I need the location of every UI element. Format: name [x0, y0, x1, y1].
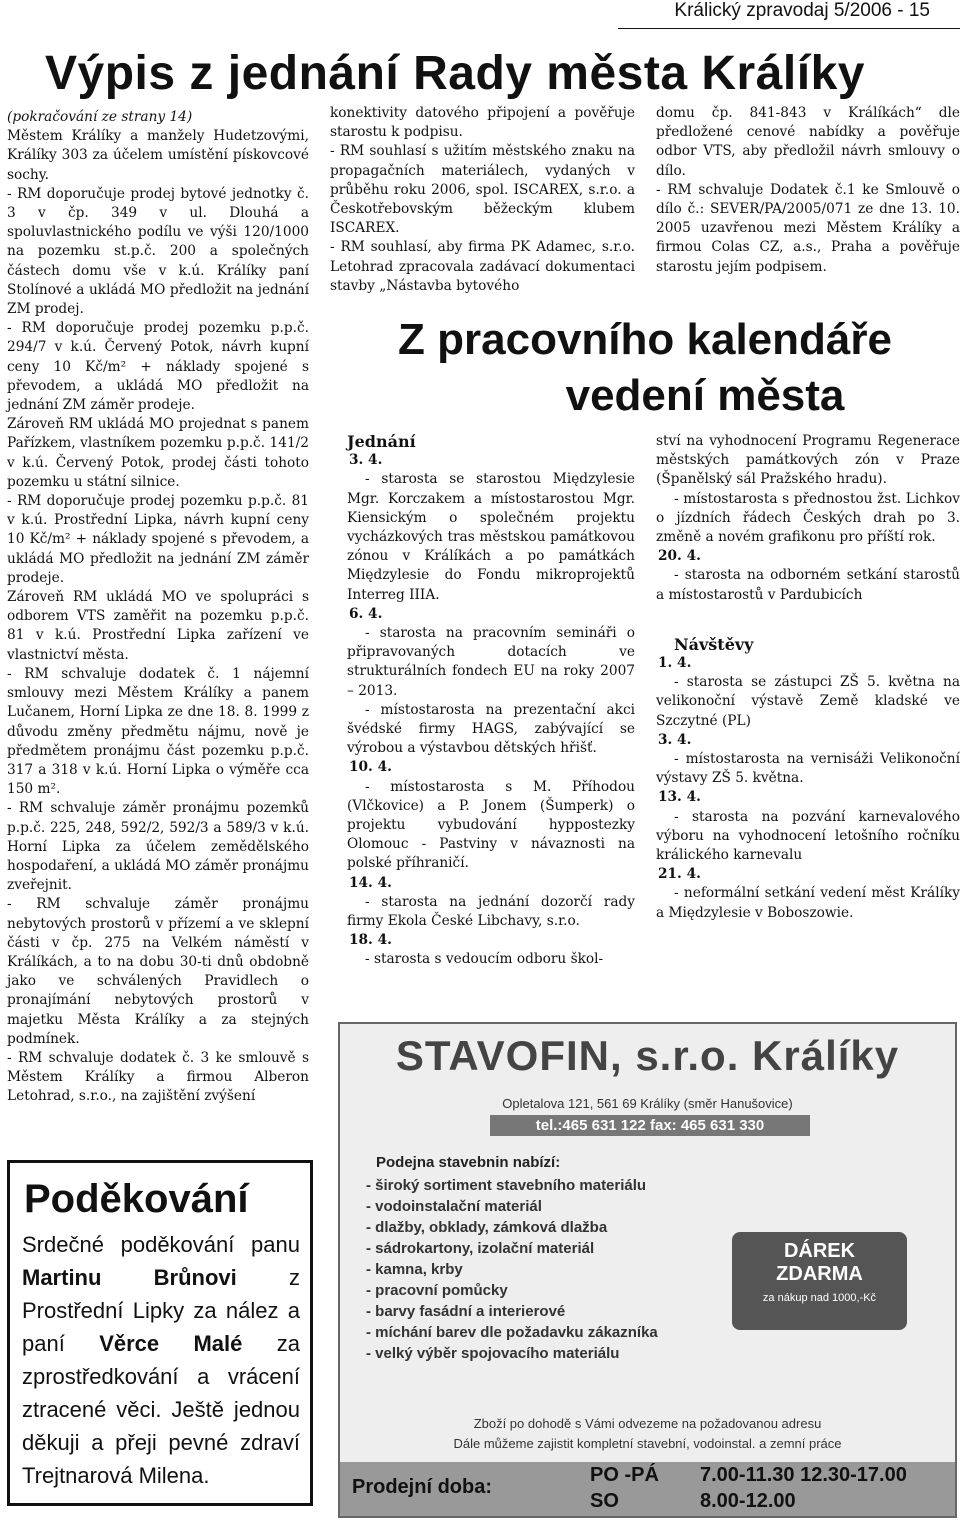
calendar-date: 13. 4.: [658, 789, 701, 806]
calendar-entry: - místostarosta na prezentační akci švédské firmy HAGS, zabývající se výrobou a výstavbou dětských hřišť.: [347, 701, 635, 757]
paragraph: Městem Králíky a manžely Hudetzovými, Králíky 303 za účelem umístění pískovcové sochy.: [7, 128, 309, 183]
calendar-entry: - starosta s vedoucím odboru škol-: [365, 951, 604, 968]
hours-times-weekday: 7.00-11.30 12.30-17.00: [700, 1464, 907, 1486]
ad-offer-item: - velký výběr spojovacího materiálu: [366, 1345, 620, 1362]
calendar-entry: - starosta se zástupci ZŠ 5. května na velikonoční výstavě Země kladské ve Szczytné (PL): [656, 674, 960, 729]
calendar-entry: - starosta se starostou Międzylesie Mgr. Korczakem a místostarostou Mgr. Kiensickým o společném projektu vycházkových tras městskou památkovou zónou v Králíkách a po památkách Międzylesie do Fondu mikroprojektů Interreg IIIA.: [347, 471, 635, 603]
ad-offer-item: - dlažby, obklady, zámková dlažba: [366, 1219, 608, 1236]
paragraph: - RM schvaluje záměr pronájmu pozemků p.p.č. 225, 248, 592/2, 592/3 a 589/3 v k.ú. Horní Lipka za účelem zemědělského hospodaření, a ukládá MO záměr pronájmu zveřejnit.: [7, 800, 309, 894]
calendar-date: 21. 4.: [658, 866, 701, 883]
thanks-text: Srdečné poděkování panu: [22, 1232, 300, 1257]
calendar-date: 14. 4.: [349, 874, 392, 891]
calendar-entry: - starosta na odborném setkání starostů a místostarostů v Pardubicích: [656, 567, 960, 603]
continuation-note: (pokračování ze strany 14): [7, 109, 193, 125]
calendar-date: 20. 4.: [658, 548, 701, 565]
hours-times-saturday: 8.00-12.00: [700, 1490, 796, 1512]
calendar-date: 10. 4.: [349, 759, 392, 776]
calendar-date: 18. 4.: [349, 932, 392, 949]
hours-days-weekday: PO -PÁ: [590, 1464, 659, 1486]
ad-offer-item: - míchání barev dle požadavku zákazníka: [366, 1324, 658, 1341]
paragraph: - RM doporučuje prodej pozemku p.p.č. 294/7 v k.ú. Červený Potok, návrh kupní ceny 10 Kč/m² + náklady spojené s převodem, a ukládá MO předložit na jednání ZM záměr prodeje.: [7, 320, 309, 414]
paragraph: - RM schvaluje Dodatek č.1 ke Smlouvě o dílo č.: SEVER/PA/2005/071 ze dne 13. 10. 2005 uzavřenou mezi Městem Králíky a firmou Colas CZ, a.s., Praha a pověřuje starostu jejím podpisem.: [656, 181, 960, 275]
ad-offer-item: - barvy fasádní a interierové: [366, 1303, 566, 1320]
main-title: Výpis z jednání Rady města Králíky: [45, 47, 865, 100]
thanks-text: za zprostředkování a vrácení ztracené věci. Ještě jednou děkuji a přeji pevné zdraví Trejtnarová Milena.: [22, 1331, 300, 1488]
paragraph: - RM doporučuje prodej pozemku p.p.č. 81 v k.ú. Prostřední Lipka, návrh kupní ceny 10 Kč/m² + náklady spojené s převodem, a ukládá MO předložit na jednání ZM záměr prodeje.: [7, 493, 309, 586]
gift-line-3: za nákup nad 1000,-Kč: [762, 1292, 877, 1304]
thanks-title: Poděkování: [24, 1177, 249, 1221]
ad-offer-item: - kamna, krby: [366, 1261, 463, 1278]
calendar-date: 1. 4.: [658, 655, 692, 672]
ad-title: STAVOFIN, s.r.o. Králíky: [395, 1032, 900, 1079]
ad-services-note: Dále můžeme zajistit kompletní stavební, vodoinstal. a zemní práce: [453, 1436, 842, 1451]
calendar-date: 3. 4.: [658, 731, 692, 748]
thanks-body: [22, 1228, 300, 1492]
section-heading-navstevy: Návštěvy: [674, 634, 754, 654]
paragraph: - RM schvaluje záměr pronájmu nebytových prostorů v přízemí a ve sklepní části v čp. 275 na Velkém náměstí v Králíkách, a to na dobu 30-ti dnů obdobně jako ve schválených Pravidlech o pronajímání nebytových prostorů v majetku Města Králíky a za stejných podmínek.: [7, 896, 309, 1047]
calendar-entry: - místostarosta s M. Příhodou (Vlčkovice) a P. Jonem (Šumperk) o projektu vybudování hyppostezky Olomouc - Pastviny v návaznosti na polské příhraničí.: [347, 778, 635, 872]
paragraph: - RM souhlasí, aby firma PK Adamec, s.r.o. Letohrad zpracovala zadávací dokumentaci stavby „Nástavba bytového: [330, 239, 635, 294]
ad-offer-item: - široký sortiment stavebního materiálu: [366, 1177, 647, 1194]
thanks-box: [7, 1160, 313, 1506]
column-2-top: [330, 104, 635, 296]
calendar-entry: - starosta na pracovním semináři o připravovaných dotacích ve strukturálních fondech EU na roky 2007 – 2013.: [347, 625, 635, 699]
ad-gift-badge: [732, 1232, 907, 1330]
hours-days-saturday: SO: [590, 1490, 619, 1512]
calendar-entry: ství na vyhodnocení Programu Regenerace městských památkových zón v Praze (Španělský sál Pražského hradu).: [656, 433, 960, 488]
calendar-column-3: [656, 432, 960, 923]
gift-line-2: ZDARMA: [776, 1263, 863, 1285]
calendar-entry: - starosta na jednání dozorčí rady firmy Ekola České Libchavy, s.r.o.: [347, 893, 635, 930]
calendar-entry: - starosta na pozvání karnevalového výboru na vyhodnocení letošního ročníku králického karnevalu: [656, 808, 960, 864]
ad-offer-item: - vodoinstalační materiál: [366, 1198, 542, 1215]
calendar-column-2: [347, 432, 635, 970]
paragraph: Zároveň RM ukládá MO projednat s panem Pařízkem, vlastníkem pozemku p.p.č. 141/2 v k.ú. Červený Potok, prodej části tohoto pozemku u státní silnice.: [7, 416, 309, 490]
header-rule: [618, 28, 960, 29]
calendar-title-line-1: Z pracovního kalendáře: [398, 315, 892, 364]
ad-offer-heading: Podejna stavebnin nabízí:: [376, 1154, 561, 1171]
calendar-entry: - místostarosta s přednostou žst. Lichkov o jízdních řádech Českých drah po 3. změně a novém grafikonu pro příští rok.: [656, 490, 960, 546]
paragraph: - RM schvaluje dodatek č. 1 nájemní smlouvy mezi Městem Králíky a panem Lučanem, Horní Lipka ze dne 18. 8. 1999 z důvodu změny předmětu nájmu, nově je předmětem pronájmu část pozemku p.p.č. 317 a 318 v k.ú. Horní Lipka o výměře cca 150 m².: [7, 665, 309, 798]
paragraph: - RM doporučuje prodej bytové jednotky č. 3 v čp. 349 v ul. Dlouhá a spoluvlastnického podílu ve výši 120/1000 na pozemku st.p.č. 200 a společných částech domu vše v k.ú. Králíky paní Stolínové a ukládá MO předložit na jednání ZM prodej.: [7, 185, 309, 318]
calendar-title-line-2: vedení města: [565, 371, 845, 420]
calendar-entry: - místostarosta na vernisáži Velikonoční výstavy ZŠ 5. května.: [656, 751, 960, 787]
paragraph: Zároveň RM ukládá MO ve spolupráci s odborem VTS zaměřit na pozemku p.p.č. 81 v k.ú. Prostřední Lipka zařízení ve vlastnictví města.: [7, 589, 309, 663]
paragraph: - RM schvaluje dodatek č. 3 ke smlouvě s Městem Králíky a firmou Alberon Letohrad, s.r.o., na zajištění zvýšení: [7, 1049, 309, 1105]
ad-offer-item: - sádrokartony, izolační materiál: [366, 1240, 595, 1257]
calendar-date: 3. 4.: [349, 452, 383, 469]
hours-label: Prodejní doba:: [352, 1476, 492, 1498]
calendar-entry: - neformální setkání vedení měst Králíky a Międzylesie v Boboszowie.: [656, 885, 960, 921]
column-3-top: [656, 104, 960, 277]
gift-line-1: DÁREK: [783, 1240, 856, 1262]
section-heading-jednani: Jednání: [347, 432, 416, 451]
calendar-date: 6. 4.: [349, 605, 383, 622]
paragraph: domu čp. 841-843 v Králíkách“ dle předložené cenové nabídky a pověřuje odbor VTS, aby předložil návrh smlouvy o dílo.: [656, 105, 960, 179]
stavofin-advertisement: [338, 1022, 957, 1518]
ad-address: Opletalova 121, 561 69 Králíky (směr Hanušovice): [502, 1096, 793, 1111]
calendar-title: [340, 312, 950, 424]
thanks-text: z Prostřední Lipky za nález a paní: [22, 1265, 300, 1356]
column-1: [7, 108, 309, 1107]
page-header: Králický zpravodaj 5/2006 - 15: [674, 0, 930, 21]
ad-phone: tel.:465 631 122 fax: 465 631 330: [490, 1115, 810, 1136]
paragraph: konektivity datového připojení a pověřuje starostu k podpisu.: [330, 105, 635, 141]
thanks-name: Martinu Brůnovi: [22, 1265, 237, 1290]
ad-offer-item: - pracovní pomůcky: [366, 1282, 508, 1299]
ad-delivery-note: Zboží po dohodě s Vámi odvezeme na požadovanou adresu: [473, 1416, 822, 1431]
thanks-name: Věrce Malé: [99, 1331, 243, 1356]
ad-opening-hours: [340, 1462, 955, 1516]
paragraph: - RM souhlasí s užitím městského znaku na propagačních materiálech, vydaných v průběhu roku 2006, spol. ISCAREX, s.r.o. a Českotřebovským běžeckým klubem ISCAREX.: [330, 143, 635, 237]
